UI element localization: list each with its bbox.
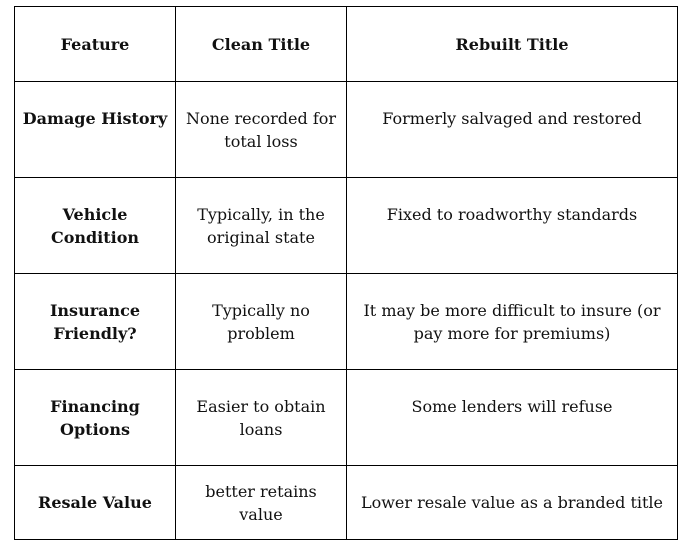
feature-cell: Financing Options: [15, 370, 176, 466]
table-row: [15, 466, 678, 540]
feature-cell: Resale Value: [15, 466, 176, 540]
rebuilt-title-cell: Fixed to roadworthy standards: [347, 178, 678, 274]
rebuilt-title-cell: Some lenders will refuse: [347, 370, 678, 466]
table-row: [15, 178, 678, 274]
clean-title-cell: None recorded for total loss: [176, 82, 347, 178]
feature-cell: Vehicle Condition: [15, 178, 176, 274]
table-header-row: [15, 7, 678, 82]
feature-cell: Insurance Friendly?: [15, 274, 176, 370]
rebuilt-title-cell: It may be more difficult to insure (or pay more for premiums): [347, 274, 678, 370]
rebuilt-title-cell: Formerly salvaged and restored: [347, 82, 678, 178]
clean-title-cell: Easier to obtain loans: [176, 370, 347, 466]
clean-title-cell: Typically no problem: [176, 274, 347, 370]
rebuilt-title-cell: Lower resale value as a branded title: [347, 466, 678, 540]
column-header-feature: Feature: [15, 7, 176, 82]
table-row: [15, 370, 678, 466]
feature-cell: Damage History: [15, 82, 176, 178]
column-header-rebuilt-title: Rebuilt Title: [347, 7, 678, 82]
comparison-table: [14, 6, 678, 540]
table-row: [15, 274, 678, 370]
column-header-clean-title: Clean Title: [176, 7, 347, 82]
clean-title-cell: Typically, in the original state: [176, 178, 347, 274]
table-row: [15, 82, 678, 178]
clean-title-cell: better retains value: [176, 466, 347, 540]
